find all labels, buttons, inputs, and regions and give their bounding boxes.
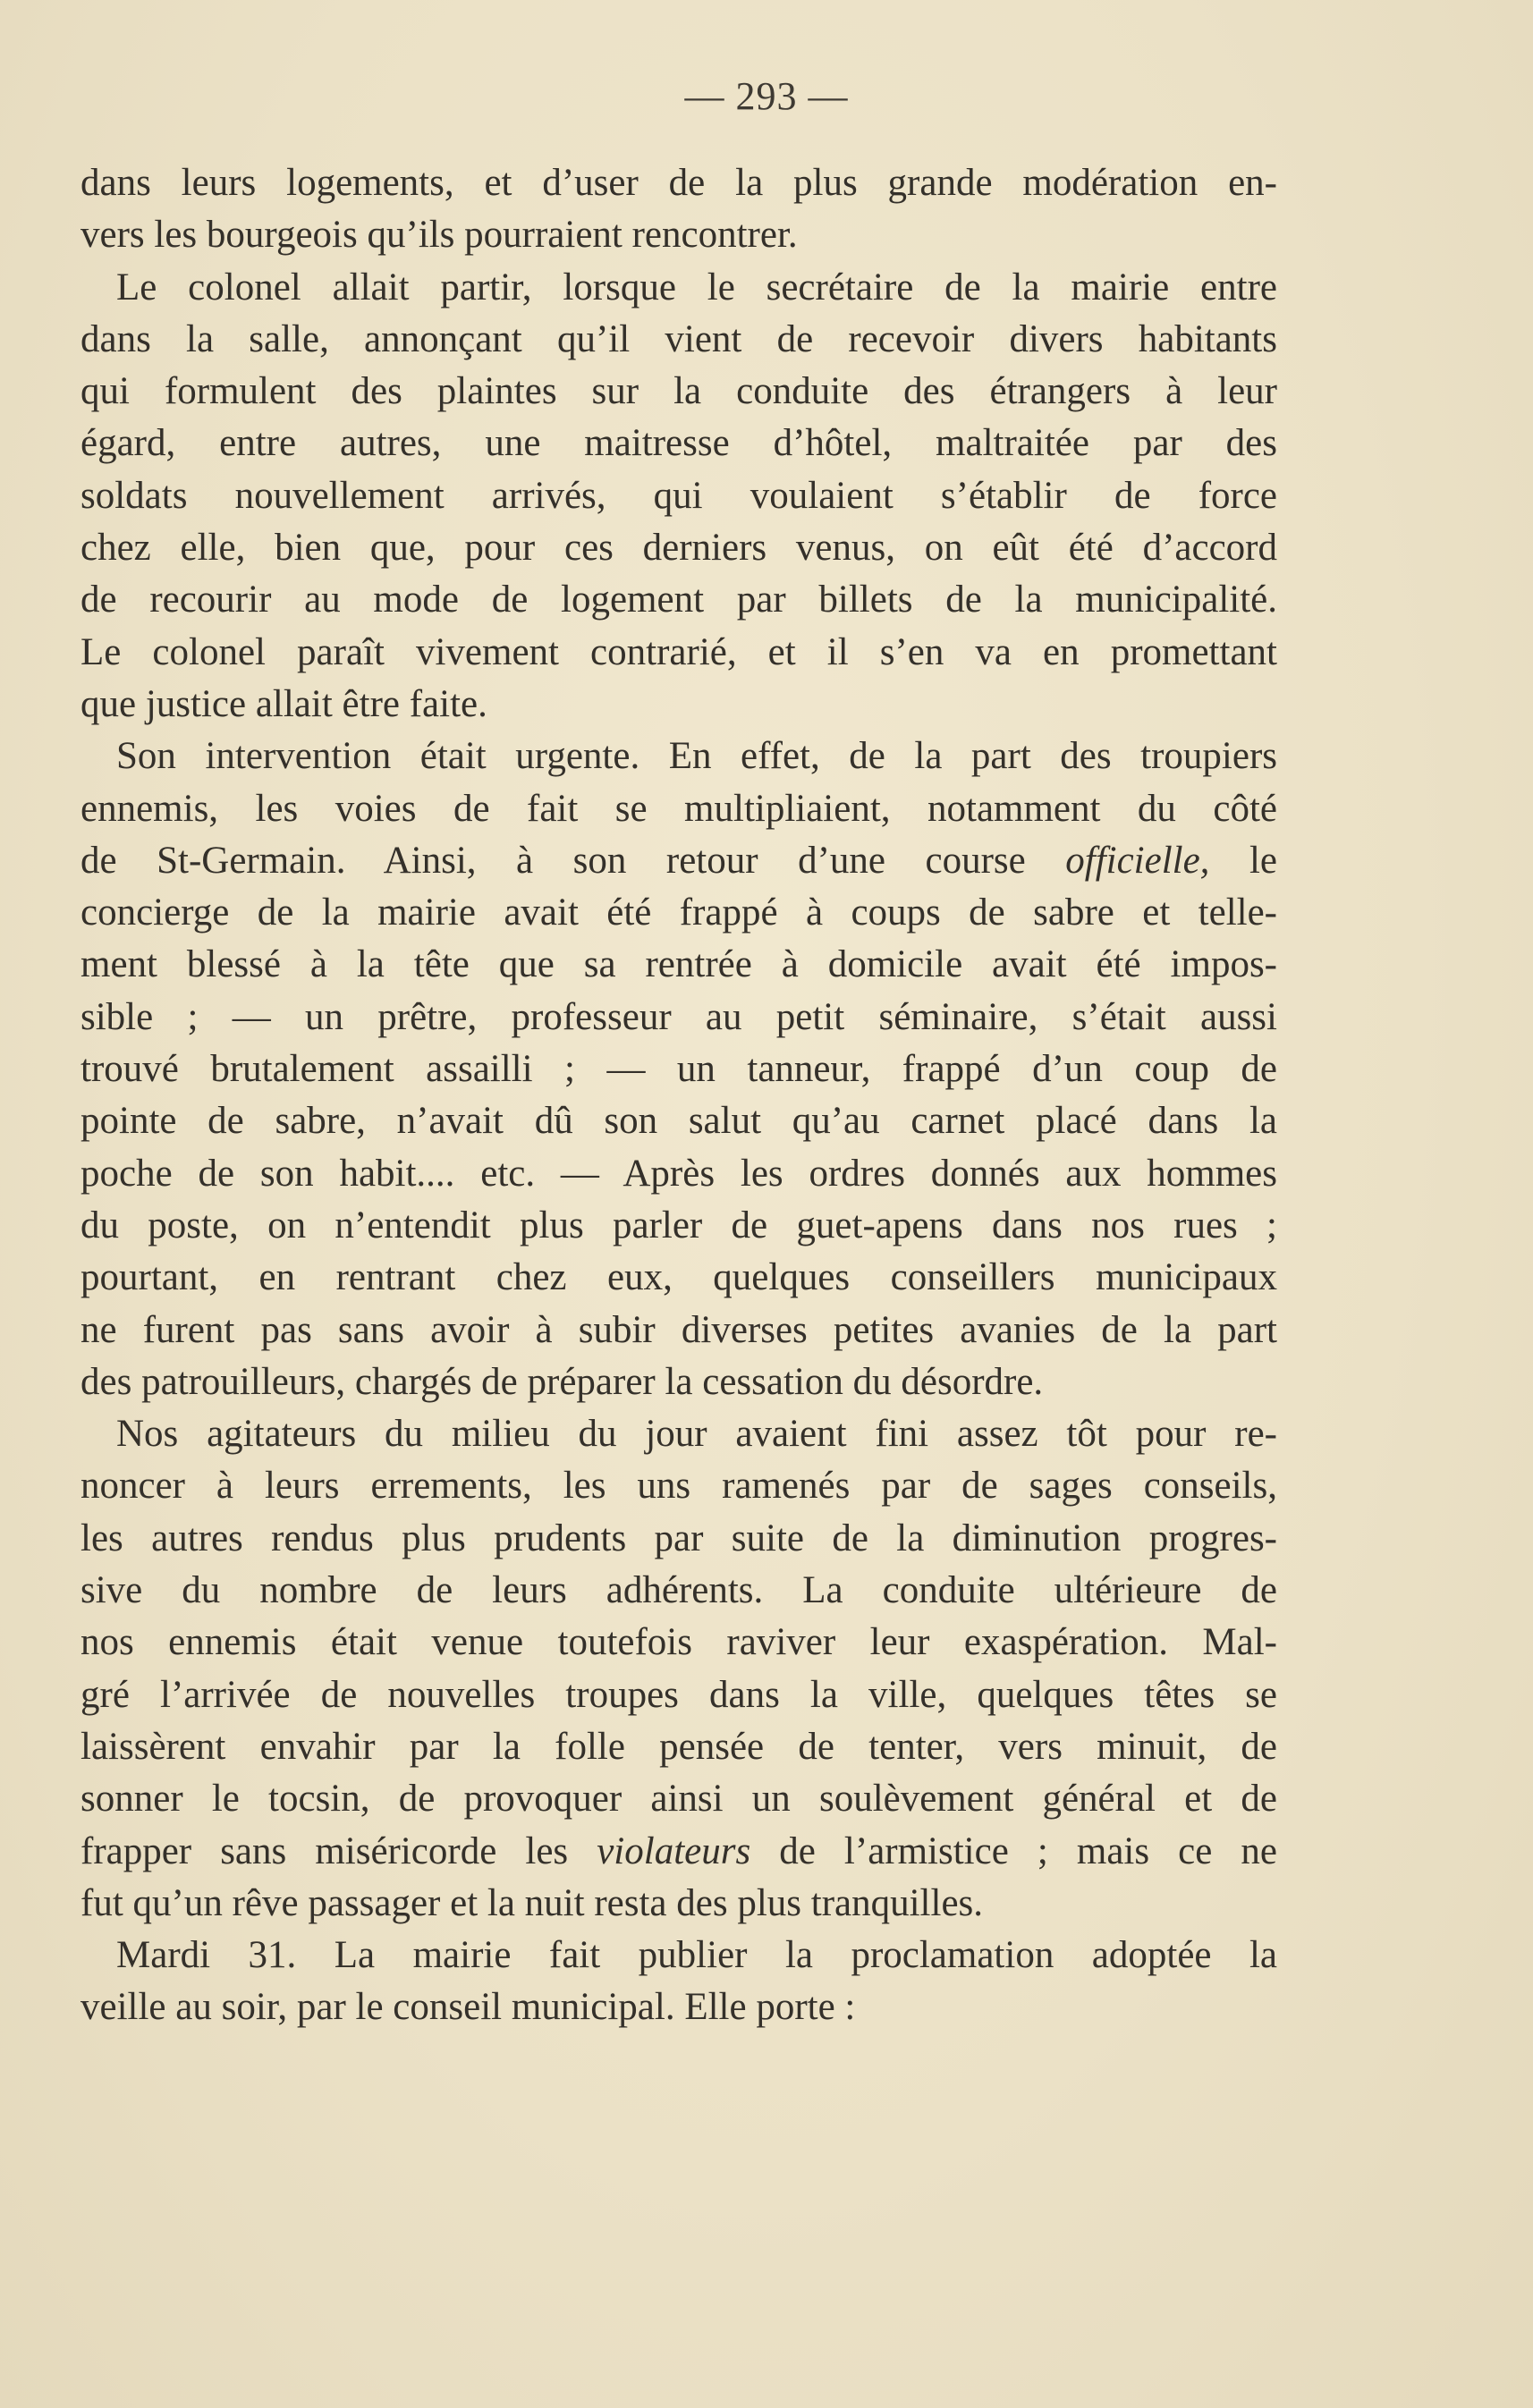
text-line: Son intervention était urgente. En effet, de la part des troupiers (116, 735, 1277, 778)
text-line: gré l’arrivée de nouvelles troupes dans la ville, quelques têtes se (80, 1673, 1277, 1716)
text-line: vers les bourgeois qu’ils pourraient rencontrer. (80, 214, 798, 257)
text-line: dans leurs logements, et d’user de la plus grande modération en- (80, 162, 1277, 204)
text-line: dans la salle, annonçant qu’il vient de recevoir divers habitants (80, 317, 1277, 360)
text-line: ennemis, les voies de fait se multipliaient, notamment du côté (80, 787, 1277, 830)
text-line-mixed (80, 835, 1277, 887)
text-line: Le colonel paraît vivement contrarié, et il s’en va en promettant (80, 630, 1277, 673)
text-line: des patrouilleurs, chargés de préparer la cessation du désordre. (80, 1360, 1044, 1403)
text-line: chez elle, bien que, pour ces derniers venus, on eût été d’accord (80, 527, 1277, 570)
text-line: égard, entre autres, une maitresse d’hôtel, maltraitée par des (80, 422, 1277, 465)
text-line: nos ennemis était venue toutefois raviver leur exaspération. Mal- (80, 1621, 1277, 1664)
text-line: ment blessé à la tête que sa rentrée à domicile avait été impos- (80, 943, 1277, 986)
text-line: soldats nouvellement arrivés, qui voulaient s’établir de force (80, 474, 1277, 517)
body-text (80, 157, 1277, 2034)
text-line-mixed (80, 1826, 1277, 1878)
text-line: les autres rendus plus prudents par suite de la diminution progres- (80, 1517, 1277, 1559)
text-line: fut qu’un rêve passager et la nuit resta des plus tranquilles. (80, 1881, 984, 1924)
text-line: Nos agitateurs du milieu du jour avaient fini assez tôt pour re- (116, 1413, 1277, 1456)
text-line: laissèrent envahir par la folle pensée de tenter, vers minuit, de (80, 1725, 1277, 1768)
text-line: que justice allait être faite. (80, 682, 487, 725)
text-segment: de l’armistice ; mais ce ne (750, 1829, 1277, 1872)
text-line: Mardi 31. La mairie fait publier la proclamation adoptée la (116, 1934, 1277, 1977)
page-number: — 293 — (684, 74, 849, 118)
italic-text: violateurs (597, 1829, 751, 1872)
text-segment: de St-Germain. Ainsi, à son retour d’une course (80, 839, 1066, 882)
paragraph (80, 157, 1277, 262)
text-line: pourtant, en rentrant chez eux, quelques conseillers municipaux (80, 1256, 1277, 1299)
text-line: pointe de sabre, n’avait dû son salut qu’au carnet placé dans la (80, 1100, 1277, 1143)
text-line: qui formulent des plaintes sur la conduite des étrangers à leur (80, 370, 1277, 413)
text-segment: le (1209, 839, 1277, 882)
text-line: Le colonel allait partir, lorsque le secrétaire de la mairie entre (116, 266, 1277, 308)
paragraph (80, 731, 1277, 1408)
text-line: ne furent pas sans avoir à subir diverses petites avanies de la part (80, 1308, 1277, 1351)
text-line: veille au soir, par le conseil municipal. Elle porte : (80, 1986, 856, 2029)
text-segment: frapper sans miséricorde les (80, 1829, 597, 1872)
text-line: concierge de la mairie avait été frappé à coups de sabre et telle- (80, 891, 1277, 934)
paragraph (80, 262, 1277, 731)
text-line: sonner le tocsin, de provoquer ainsi un soulèvement général et de (80, 1778, 1277, 1821)
text-line: de recourir au mode de logement par billets de la municipalité. (80, 579, 1277, 621)
paragraph (80, 1930, 1277, 2034)
text-line: sible ; — un prêtre, professeur au petit séminaire, s’était aussi (80, 995, 1277, 1038)
text-line: poche de son habit.... etc. — Après les ordres donnés aux hommes (80, 1152, 1277, 1195)
paragraph (80, 1408, 1277, 1930)
text-line: sive du nombre de leurs adhérents. La conduite ultérieure de (80, 1569, 1277, 1612)
text-line: trouvé brutalement assailli ; — un tanneur, frappé d’un coup de (80, 1048, 1277, 1091)
text-line: du poste, on n’entendit plus parler de guet-apens dans nos rues ; (80, 1204, 1277, 1246)
text-line: noncer à leurs errements, les uns ramenés par de sages conseils, (80, 1465, 1277, 1508)
italic-text: officielle, (1065, 839, 1210, 882)
